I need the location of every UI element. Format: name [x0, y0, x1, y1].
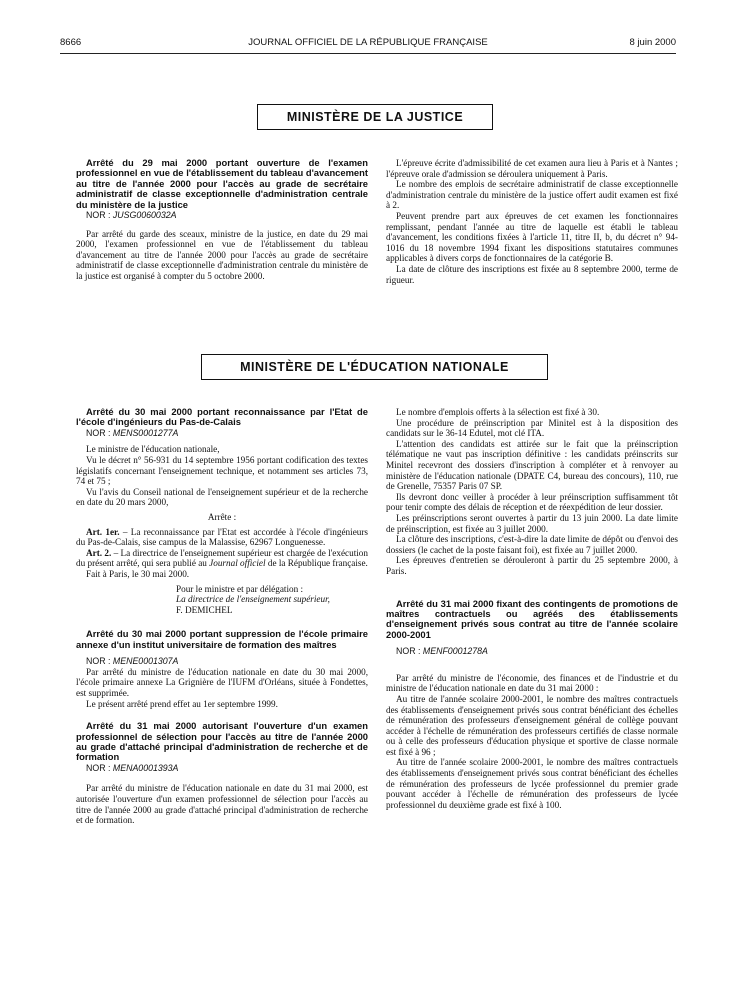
- paragraph: Par arrêté du ministre de l'économie, des finances et de l'industrie et du ministre de l'éducation nationale en date du 31 mai 2000 :: [386, 672, 678, 694]
- nor-code: MENA0001393A: [112, 762, 179, 773]
- paragraph: Par arrêté du garde des sceaux, ministre de la justice, en date du 29 mai 2000, l'examen professionnel en vue de l'établissement du tableau d'avancement au titre de l'année 2000 pour l'accès au grade de secrétaire administratif de classe exceptionnelle d'administration centrale du ministère de la justice est organisé à compter du 5 octobre 2000.: [76, 228, 368, 281]
- article-title: Arrêté du 31 mai 2000 fixant des contingents de promotions de maîtres contractuels ou agréés des établissements d'enseignement privés sous contrat au titre de l'année scolaire 2000-2001: [386, 597, 678, 640]
- paragraph: Le nombre des emplois de secrétaire administratif de classe exceptionnelle d'administration centrale du ministère de la justice offert audit examen est fixé à 2.: [386, 179, 678, 211]
- fait-line: Fait à Paris, le 30 mai 2000.: [86, 568, 190, 579]
- paragraph: La clôture des inscriptions, c'est-à-dire la date limite de dépôt ou d'envoi des dossiers (le cachet de la poste faisant foi), est fixée au 7 juillet 2000.: [386, 534, 678, 555]
- page-header: [60, 38, 676, 52]
- article-justice-right: [386, 158, 678, 285]
- paragraph: Vu le décret n° 56-931 du 14 septembre 1956 portant codification des textes législatifs concernant l'enseignement technique, et notamment ses articles 73, 74 et 75 ;: [76, 455, 368, 487]
- paragraph: Au titre de l'année scolaire 2000-2001, le nombre des maîtres contractuels des établissements d'enseignement privés sous contrat bénéficiant des échelles de rémunération des professeurs de lycée professionnel du premier grade pouvant accéder à l'échelle de rémunération des professeurs de lycée professionnel du deuxième grade est fixé à 100.: [386, 757, 678, 810]
- paragraph: Par arrêté du ministre de l'éducation nationale en date du 30 mai 2000, l'école primaire annexe La Grignière de l'IUFM d'Orléans, située à Fondettes, est supprimée.: [76, 666, 368, 698]
- ministry-box-justice: [257, 104, 493, 130]
- nor-label: NOR :: [86, 656, 113, 667]
- ministry-title: MINISTÈRE DE L'ÉDUCATION NATIONALE: [240, 360, 509, 374]
- article-title: Arrêté du 31 mai 2000 autorisant l'ouverture d'un examen professionnel de sélection pour l'accès au titre de l'année 2000 au grade d'attaché principal d'administration de recherche et de formation: [76, 720, 368, 763]
- paragraph: Le présent arrêté prend effet au 1er septembre 1999.: [86, 698, 278, 709]
- signature-line: Pour le ministre et par délégation :: [176, 583, 304, 594]
- nor-code: JUSG0060032A: [112, 210, 177, 221]
- nor-label: NOR :: [86, 762, 113, 773]
- article-2: [76, 548, 368, 569]
- education-right-column: [386, 407, 678, 810]
- paragraph: Le nombre d'emplois offerts à la sélection est fixé à 30.: [396, 407, 600, 417]
- signature-line: La directrice de l'enseignement supérieur,: [176, 594, 330, 605]
- nor-label: NOR :: [86, 210, 113, 221]
- paragraph: Vu l'avis du Conseil national de l'enseignement supérieur et de la recherche en date du 20 mars 2000,: [76, 486, 368, 508]
- signatory-name: F. DEMICHEL: [176, 604, 233, 615]
- nor-label: NOR :: [86, 427, 113, 438]
- paragraph: Au titre de l'année scolaire 2000-2001, le nombre des maîtres contractuels des établissements d'enseignement privés sous contrat bénéficiant des échelles de rémunération des professeurs d'enseignement général de collège pouvant accéder à l'échelle de rémunération des professeurs certifiés de classe normale ou à celle des professeurs d'éducation physique et sportive de classe normale est fixé à 96 ;: [386, 693, 678, 757]
- ministry-box-education: [201, 354, 548, 380]
- ministry-title: MINISTÈRE DE LA JUSTICE: [286, 110, 464, 124]
- paragraph: L'épreuve écrite d'admissibilité de cet examen aura lieu à Paris et à Nantes ; l'épreuve orale d'admission se déroulera uniquement à Paris.: [386, 158, 678, 179]
- nor-label: NOR :: [396, 646, 423, 657]
- article-title: Arrêté du 29 mai 2000 portant ouverture de l'examen professionnel en vue de l'établissement du tableau d'avancement au titre de l'année 2000 pour l'accès au grade de secrétaire administratif de classe exceptionnelle d'administration centrale du ministère de la justice: [76, 157, 368, 210]
- nor-code: MENF0001278A: [422, 646, 488, 657]
- article-text: de la République française.: [265, 558, 368, 569]
- article-title: Arrêté du 30 mai 2000 portant suppression de l'école primaire annexe d'un institut universitaire de formation des maîtres: [76, 628, 368, 650]
- nor-line: [386, 646, 678, 657]
- article-1: [76, 527, 368, 548]
- nor-code: MENE0001307A: [112, 656, 179, 667]
- article-justice-left: [76, 158, 368, 282]
- paragraph: Les épreuves d'entretien se dérouleront à partir du 25 septembre 2000, à Paris.: [386, 555, 678, 576]
- paragraph: L'attention des candidats est attirée sur le fait que la préinscription télématique ne vaut pas inscription définitive : les candidats préinscrits sur Minitel recevront des dossiers d'inscription à compléter et à renvoyer au ministère de l'éducation nationale (DPATE C4, bureau des concours), 110, rue de Grenelle, 75357 Paris 07 SP.: [386, 438, 678, 492]
- journal-ref: Journal officiel: [209, 558, 266, 569]
- arrete-heading: Arrête :: [207, 511, 237, 522]
- article-label: Art. 1er.: [86, 526, 120, 537]
- paragraph: Le ministre de l'éducation nationale,: [86, 444, 220, 455]
- page-number: 8666: [60, 37, 82, 48]
- nor-code: MENS0001277A: [112, 427, 179, 438]
- paragraph: Une procédure de préinscription par Minitel est à la disposition des candidats sur le 36-14 Edutel, mot clé ITA.: [386, 417, 678, 439]
- education-left-column: [76, 407, 368, 826]
- issue-date: 8 juin 2000: [629, 37, 676, 48]
- journal-title: JOURNAL OFFICIEL DE LA RÉPUBLIQUE FRANÇAISE: [248, 37, 488, 48]
- paragraph: Les préinscriptions seront ouvertes à partir du 13 juin 2000. La date limite de préinscription, est fixée au 3 juillet 2000.: [386, 512, 678, 534]
- nor-line: [76, 210, 368, 221]
- article-text: – La reconnaissance par l'Etat est accordée à l'école d'ingénieurs du Pas-de-Calais, sise campus de la Malassise, 62967 Longuenesse.: [76, 526, 368, 548]
- nor-line: [76, 763, 368, 774]
- article-label: Art. 2.: [86, 547, 112, 558]
- paragraph: Peuvent prendre part aux épreuves de cet examen les fonctionnaires remplissant, pendant l'année au titre de laquelle est établi le tableau d'avancement, les conditions fixées à l'article 11, titre II, b, du décret n° 94-1016 du 18 novembre 1994 fixant les dispositions statutaires communes applicables à divers corps de fonctionnaires de la catégorie B.: [386, 210, 678, 264]
- header-rule: [60, 53, 676, 54]
- paragraph: Ils devront donc veiller à procéder à leur préinscription suffisamment tôt pour tenir compte des délais de réception et de réexpédition de leur dossier.: [386, 491, 678, 513]
- nor-line: [76, 428, 368, 439]
- paragraph: Par arrêté du ministre de l'éducation nationale en date du 31 mai 2000, est autorisée l'ouverture d'un examen professionnel de sélection pour l'accès au titre de l'année 2000 au grade d'attaché principal d'administration de recherche et de formation.: [76, 783, 368, 826]
- paragraph: La date de clôture des inscriptions est fixée au 8 septembre 2000, terme de rigueur.: [386, 263, 678, 285]
- article-title: Arrêté du 30 mai 2000 portant reconnaissance par l'Etat de l'école d'ingénieurs du Pas-de-Calais: [76, 406, 368, 428]
- article-text: – La directrice de l'enseignement supérieur est chargée de l'exécution du présent arrêté, qui sera publié au: [76, 547, 368, 569]
- nor-line: [76, 656, 368, 667]
